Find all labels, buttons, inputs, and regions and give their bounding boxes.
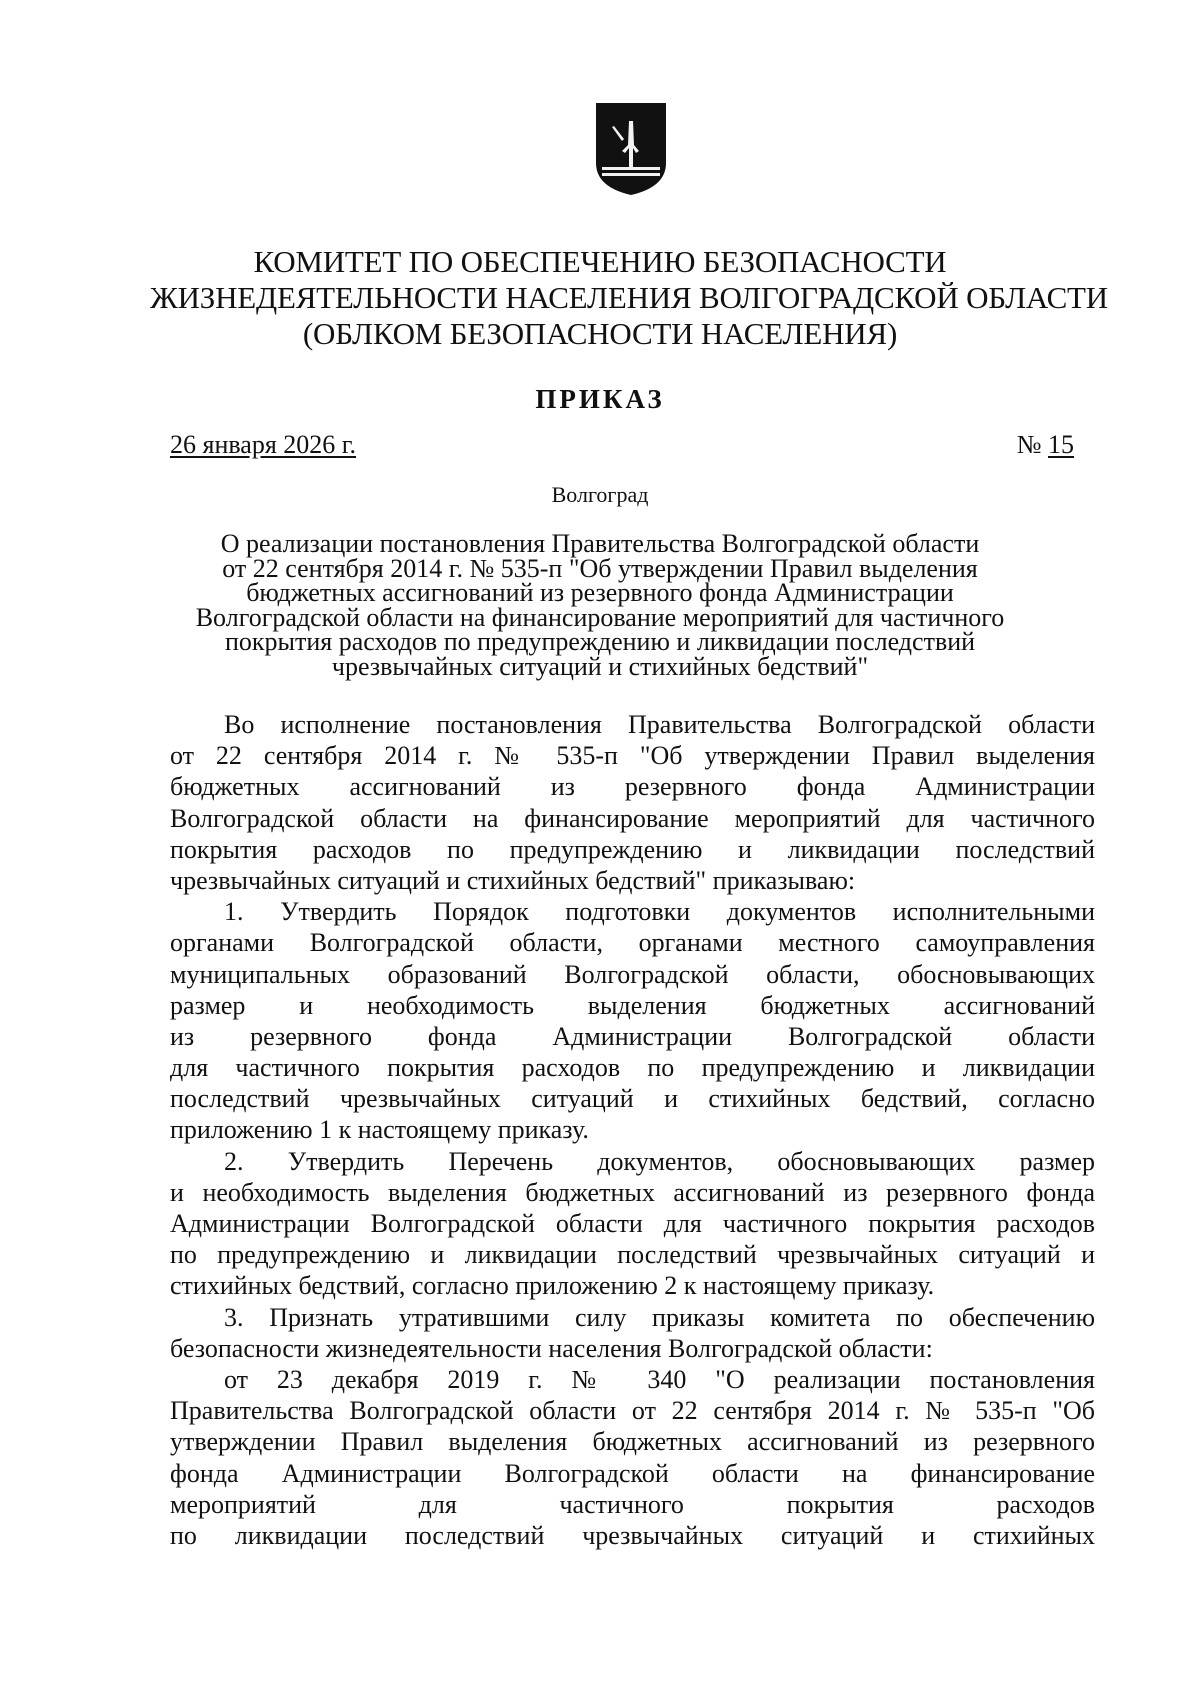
subject-line: от 22 сентября 2014 г. № 535-п "Об утверждении Правил выделения: [222, 553, 978, 583]
body-line: 2. Утвердить Перечень документов, обосновывающих размер: [224, 1146, 1095, 1176]
number-value: 15: [1048, 430, 1074, 459]
body-line: по предупреждению и ликвидации последствий чрезвычайных ситуаций и: [170, 1240, 1095, 1270]
body-line: стихийных бедствий, согласно приложению 2 к настоящему приказу.: [170, 1271, 935, 1301]
body-line: покрытия расходов по предупреждению и ликвидации последствий: [170, 834, 1095, 864]
body-line: утверждении Правил выделения бюджетных ассигнований из резервного: [170, 1427, 1095, 1457]
body-line: 3. Признать утратившими силу приказы комитета по обеспечению: [224, 1302, 1095, 1332]
body-line: по ликвидации последствий чрезвычайных ситуаций и стихийных: [170, 1520, 1095, 1550]
body-line: мероприятий для частичного покрытия расходов: [170, 1489, 1095, 1519]
org-line: ЖИЗНЕДЕЯТЕЛЬНОСТИ НАСЕЛЕНИЯ ВОЛГОГРАДСКОЙ ОБЛАСТИ: [150, 280, 1108, 315]
body-line: 1. Утвердить Порядок подготовки документов исполнительными: [224, 897, 1095, 927]
body-line: Во исполнение постановления Правительства Волгоградской области: [224, 710, 1095, 739]
coat-of-arms-emblem: [592, 101, 670, 197]
body-line: от 23 декабря 2019 г. № 340 "О реализации постановления: [224, 1364, 1095, 1394]
body-line: муниципальных образований Волгоградской области, обосновывающих: [170, 959, 1095, 989]
body-line: последствий чрезвычайных ситуаций и стихийных бедствий, согласно: [170, 1084, 1095, 1114]
body-line: приложению 1 к настоящему приказу.: [170, 1115, 589, 1145]
body-line: Администрации Волгоградской области для частичного покрытия расходов: [170, 1209, 1095, 1238]
organization-name: [150, 244, 1108, 352]
org-line: (ОБЛКОМ БЕЗОПАСНОСТИ НАСЕЛЕНИЯ): [302, 316, 898, 351]
order-date: 26 января 2026 г.: [170, 430, 357, 459]
body-line: размер и необходимость выделения бюджетных ассигнований: [170, 990, 1095, 1020]
number-prefix: №: [1016, 430, 1042, 459]
order-subject: [150, 529, 1050, 681]
body-line: органами Волгоградской области, органами местного самоуправления: [170, 928, 1095, 958]
body-line: от 22 сентября 2014 г. № 535-п "Об утверждении Правил выделения: [170, 741, 1095, 771]
body-line: для частичного покрытия расходов по предупреждению и ликвидации: [170, 1053, 1095, 1083]
body-line: и необходимость выделения бюджетных ассигнований из резервного фонда: [170, 1177, 1095, 1207]
body-line: чрезвычайных ситуаций и стихийных бедствий" приказываю:: [170, 865, 856, 895]
subject-line: О реализации постановления Правительства Волгоградской области: [220, 529, 980, 558]
subject-line: бюджетных ассигнований из резервного фонда Администрации: [246, 578, 954, 607]
body-line: из резервного фонда Администрации Волгоградской области: [170, 1021, 1095, 1051]
city-name: Волгоград: [551, 482, 649, 507]
document-type-title: ПРИКАЗ: [535, 384, 665, 414]
subject-line: покрытия расходов по предупреждению и ликвидации последствий: [224, 627, 976, 656]
body-line: бюджетных ассигнований из резервного фонда Администрации: [170, 772, 1095, 802]
body-line: Волгоградской области на финансирование мероприятий для частичного: [170, 803, 1095, 833]
org-line: КОМИТЕТ ПО ОБЕСПЕЧЕНИЮ БЕЗОПАСНОСТИ: [253, 244, 947, 279]
order-body: [170, 709, 1095, 1551]
subject-line: чрезвычайных ситуаций и стихийных бедствий": [331, 651, 869, 681]
body-line: безопасности жизнедеятельности населения Волгоградской области:: [170, 1333, 933, 1363]
body-line: фонда Администрации Волгоградской области на финансирование: [170, 1458, 1095, 1488]
subject-line: Волгоградской области на финансирование мероприятий для частичного: [195, 602, 1005, 632]
body-line: Правительства Волгоградской области от 22 сентября 2014 г. № 535-п "Об: [170, 1396, 1095, 1426]
order-number: [1017, 430, 1074, 460]
